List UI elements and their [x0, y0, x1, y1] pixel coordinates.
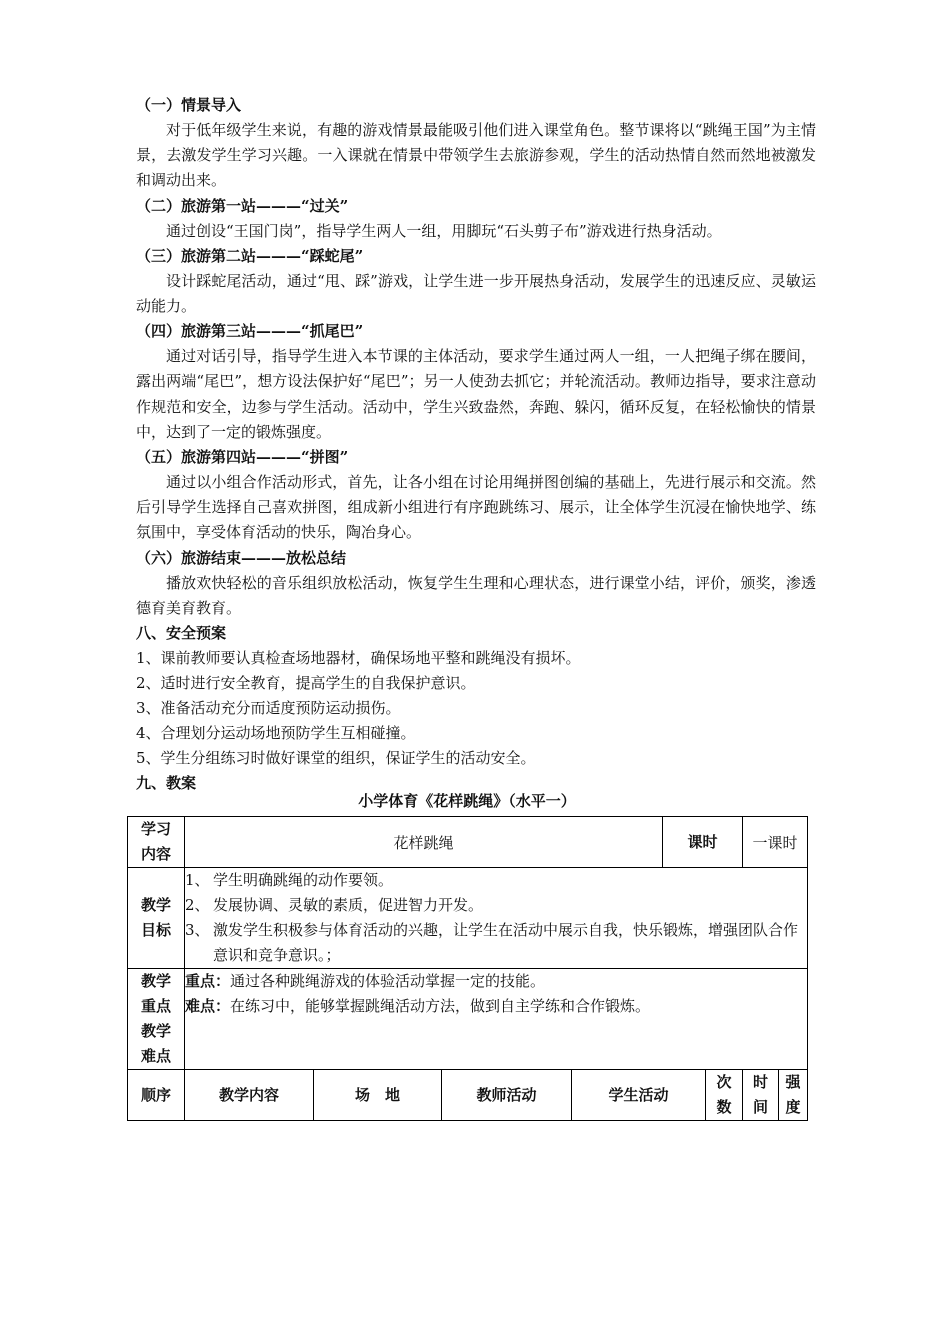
label-cell: 教学 重点 教学 难点	[128, 969, 185, 1070]
venue-header: 场 地	[314, 1070, 442, 1121]
table-row	[128, 817, 808, 868]
goal-item: 3、 激发学生积极参与体育活动的兴趣，让学生在活动中展示自我，快乐锻炼，增强团队合作意识和竞争意识。；	[185, 921, 799, 964]
goals-cell	[185, 868, 808, 969]
section-paragraph: 通过以小组合作活动形式，首先，让各小组在讨论用绳拼图创编的基础上，先进行展示和交流。然后引导学生选择自己喜欢拼图，组成新小组进行有序跑跳练习、展示，让全体学生沉浸在愉快地学、练氛围中，享受体育活动的快乐，陶冶身心。	[136, 473, 816, 542]
safety-item: 1、课前教师要认真检查场地器材，确保场地平整和跳绳没有损坏。	[136, 649, 581, 668]
student-activity-header: 学生活动	[572, 1070, 706, 1121]
key-points-cell	[185, 969, 808, 1070]
safety-heading: 八、安全预案	[136, 624, 227, 643]
label-cell: 学习 内容	[128, 817, 185, 868]
order-header: 顺序	[128, 1070, 185, 1121]
section-4	[136, 319, 816, 445]
section-6	[136, 546, 816, 621]
times-header: 次 数	[706, 1070, 743, 1121]
label-cell: 教学 目标	[128, 868, 185, 969]
section-heading: （五）旅游第四站———“拼图”	[136, 448, 349, 467]
lesson-plan-heading: 九、教案	[136, 774, 197, 793]
period-value-cell: 一课时	[743, 817, 808, 868]
intensity-header: 强 度	[779, 1070, 808, 1121]
safety-item: 4、合理划分运动场地预防学生互相碰撞。	[136, 724, 416, 743]
section-paragraph: 通过对话引导，指导学生进入本节课的主体活动，要求学生通过两人一组，一人把绳子绑在腰间，露出两端“尾巴”，想方设法保护好“尾巴”；另一人使劲去抓它；并轮流活动。教师边指导，要求注意动作规范和安全，边参与学生活动。活动中，学生兴致盎然，奔跑、躲闪，循环反复，在轻松愉快的情景中，达到了一定的锻炼强度。	[136, 347, 816, 441]
section-5	[136, 445, 816, 546]
safety-item: 2、适时进行安全教育，提高学生的自我保护意识。	[136, 674, 476, 693]
goal-item: 2、 发展协调、灵敏的素质，促进智力开发。	[185, 896, 484, 914]
table-title: 小学体育《花样跳绳》（水平一）	[358, 792, 576, 810]
safety-item: 5、学生分组练习时做好课堂的组织，保证学生的活动安全。	[136, 749, 536, 768]
section-heading: （三）旅游第二站———“踩蛇尾”	[136, 246, 364, 265]
period-label-cell: 课时	[663, 817, 743, 868]
section-heading: （六）旅游结束———放松总结	[136, 548, 347, 567]
lesson-plan-table	[127, 816, 808, 1121]
difficulty-point: 难点：在练习中，能够掌握跳绳活动方法，做到自主学练和合作锻炼。	[185, 997, 651, 1015]
goal-item: 1、 学生明确跳绳的动作要领。	[185, 871, 394, 889]
section-paragraph: 通过创设“王国门岗”，指导学生两人一组，用脚玩“石头剪子布”游戏进行热身活动。	[166, 221, 722, 240]
section-paragraph: 设计踩蛇尾活动，通过“甩、踩”游戏，让学生进一步开展热身活动，发展学生的迅速反应、灵敏运动能力。	[136, 271, 816, 316]
table-row	[128, 969, 808, 1070]
section-2	[136, 194, 816, 244]
learning-content-cell: 花样跳绳	[185, 817, 663, 868]
table-header-row	[128, 1070, 808, 1121]
section-heading: （一）情景导入	[136, 96, 242, 114]
section-paragraph: 对于低年级学生来说，有趣的游戏情景最能吸引他们进入课堂角色。整节课将以“跳绳王国”为主情景，去激发学生学习兴趣。一入课就在情景中带领学生去旅游参观，学生的活动热情自然而然地被激发和调动出来。	[136, 121, 816, 190]
section-heading: （四）旅游第三站———“抓尾巴”	[136, 322, 364, 341]
section-3	[136, 244, 816, 319]
time-header: 时 间	[743, 1070, 779, 1121]
section-paragraph: 播放欢快轻松的音乐组织放松活动，恢复学生生理和心理状态，进行课堂小结，评价，颁奖，渗透德育美育教育。	[136, 573, 816, 617]
content-header: 教学内容	[185, 1070, 314, 1121]
section-1	[136, 93, 816, 194]
table-row	[128, 868, 808, 969]
safety-plan	[136, 621, 816, 771]
section-heading: （二）旅游第一站———“过关”	[136, 196, 349, 215]
key-point: 重点：通过各种跳绳游戏的体验活动掌握一定的技能。	[185, 972, 546, 990]
teacher-activity-header: 教师活动	[442, 1070, 572, 1121]
body-text	[136, 93, 816, 796]
safety-item: 3、准备活动充分而适度预防运动损伤。	[136, 699, 401, 718]
